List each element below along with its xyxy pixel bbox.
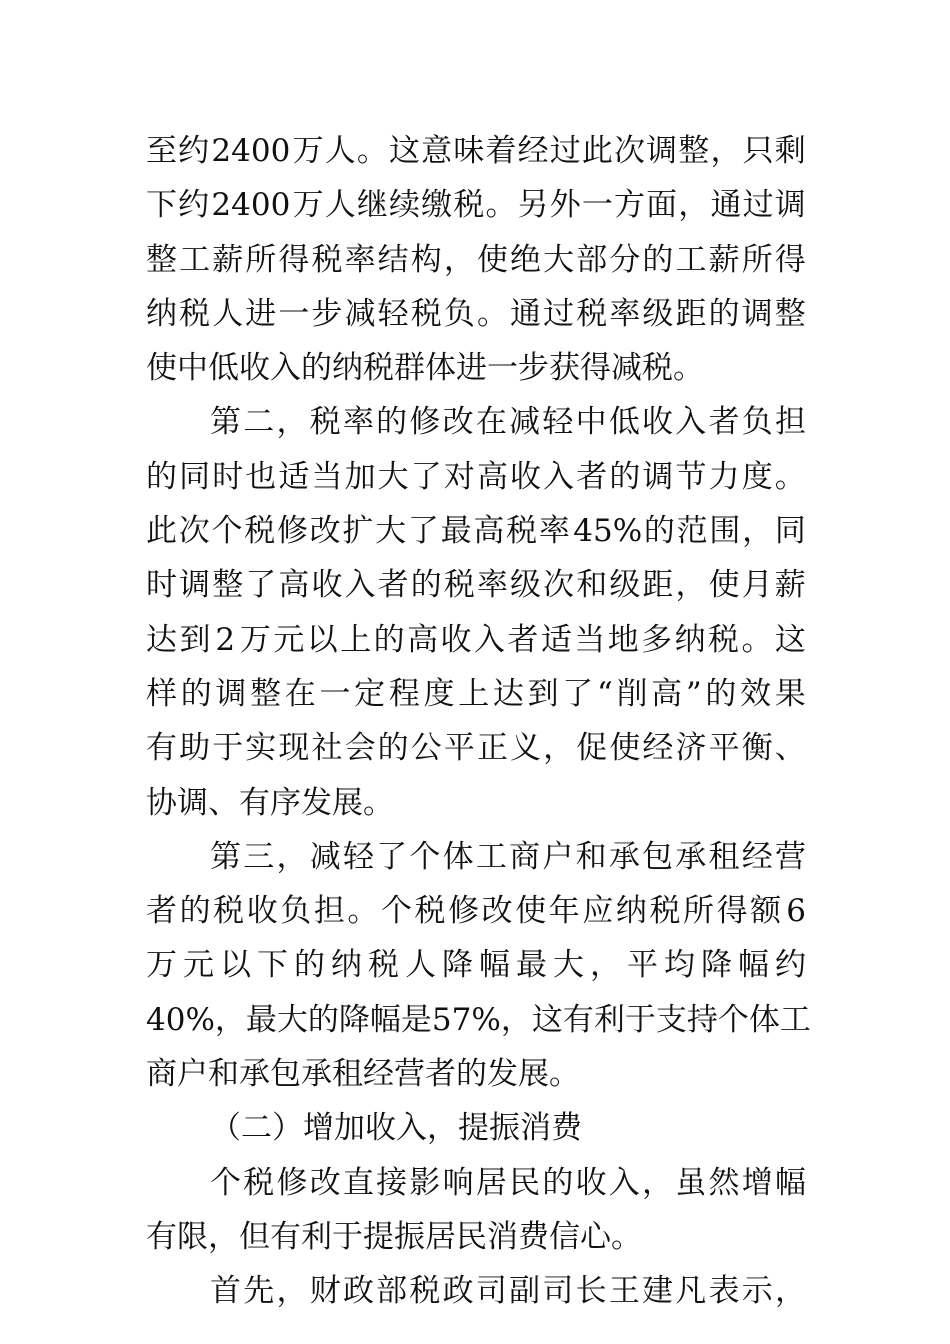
text-line: 者 的 税 收 负 担 。 个 税 修 改 使 年 应 纳 税 所 得 额 6 [146,893,806,930]
text-line: 纳 税 人 进 一 步 减 轻 税 负 。 通 过 税 率 级 距 的 调 整 [146,295,806,332]
text-line: 整 工 薪 所 得 税 率 结 构 ， 使 绝 大 部 分 的 工 薪 所 得 [146,241,806,278]
text-line: 至 约 2400 万 人 。 这 意 味 着 经 过 此 次 调 整 ， 只 剩 [146,133,806,169]
paragraph-first-line: 个 税 修 改 直 接 影 响 居 民 的 收 入 ， 虽 然 增 幅 [210,1164,806,1201]
text-line: 样 的 调 整 在 一 定 程 度 上 达 到 了 “ 削 高 ” 的 效 果 [146,675,806,712]
text-line: 万 元 以 下 的 纳 税 人 降 幅 最 大 ， 平 均 降 幅 约 [146,947,806,984]
paragraph-first-line: 首 先 ， 财 政 部 税 政 司 副 司 长 王 建 凡 表 示 ， [210,1273,806,1310]
text-line: 有限，但有利于提振居民消费信心。 [146,1218,642,1255]
text-line: 商户和承包承租经营者的发展。 [146,1056,580,1093]
paragraph-first-line: 第 二 ， 税 率 的 修 改 在 减 轻 中 低 收 入 者 负 担 [210,404,806,441]
text-line: 协调、有序发展。 [146,784,394,821]
text-line: 有 助 于 实 现 社 会 的 公 平 正 义 ， 促 使 经 济 平 衡 、 [146,730,806,767]
text-line: 的 同 时 也 适 当 加 大 了 对 高 收 入 者 的 调 节 力 度 。 [146,458,806,495]
text-line: 时 调 整 了 高 收 入 者 的 税 率 级 次 和 级 距 ， 使 月 薪 [146,567,806,604]
document-body [146,124,811,1319]
section-heading: （二）增加收入，提振消费 [210,1110,582,1147]
paragraph-first-line: 第 三 ， 减 轻 了 个 体 工 商 户 和 承 包 承 租 经 营 [210,838,806,875]
text-line: 此 次 个 税 修 改 扩 大 了 最 高 税 率 45% 的 范 围 ， 同 [146,513,806,550]
text-line: 达 到 2 万 元 以 上 的 高 收 入 者 适 当 地 多 纳 税 。 这 [146,621,806,658]
text-line: 40% ， 最 大 的 降 幅 是 57% ， 这 有 利 于 支 持 个 体 工 [146,1001,811,1038]
text-line: 下 约 2400 万 人 继 续 缴 税 。 另 外 一 方 面 ， 通 过 调 [146,187,806,224]
text-line: 使中低收入的纳税群体进一步获得减税。 [146,350,704,387]
